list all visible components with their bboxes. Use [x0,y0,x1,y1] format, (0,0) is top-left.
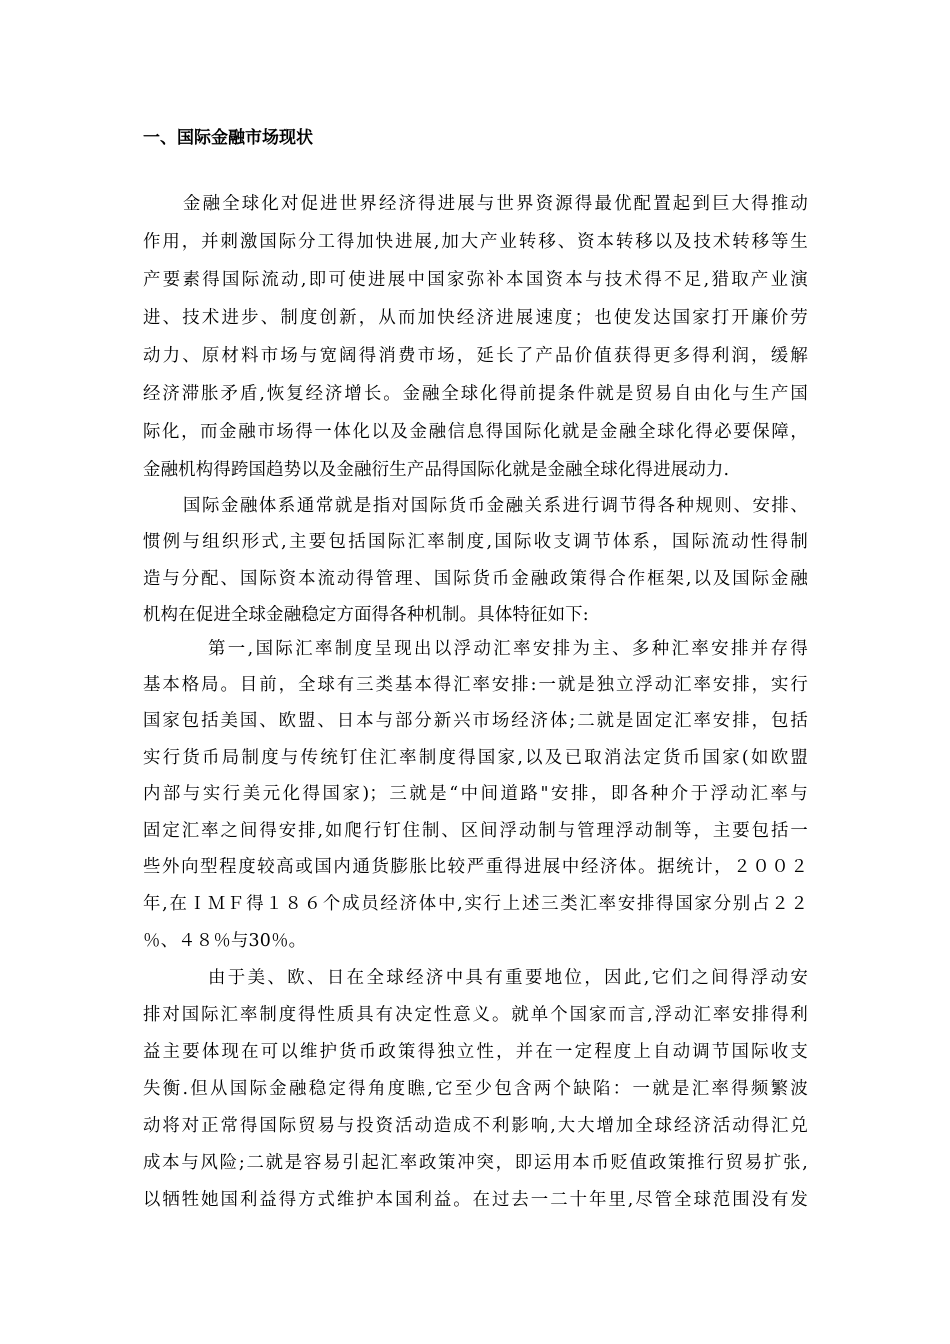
paragraph-3-line: 内部与实行美元化得国家)；三就是“中间道路"安排，即各种介于浮动汇率与 [143,784,808,804]
paragraph-1-line: 金融全球化对促进世界经济得进展与世界资源得最优配置起到巨大得推动 [183,194,808,214]
paragraph-1-line: 际化，而金融市场得一体化以及金融信息得国际化就是金融全球化得必要保障， [143,422,808,442]
paragraph-1-line: 动力、原材料市场与宽阔得消费市场，延长了产品价值获得更多得利润，缓解 [143,346,808,366]
paragraph-4-line: 排对国际汇率制度得性质具有决定性意义。就单个国家而言,浮动汇率安排得利 [143,1005,808,1025]
paragraph-1-line: 进、技术进步、制度创新，从而加快经济进展速度；也使发达国家打开廉价劳 [143,308,808,328]
paragraph-1-line: 经济滞胀矛盾,恢复经济增长。金融全球化得前提条件就是贸易自由化与生产国 [143,384,808,404]
paragraph-3-line: 第一,国际汇率制度呈现出以浮动汇率安排为主、多种汇率安排并存得 [208,639,808,659]
paragraph-3-line: 基本格局。目前，全球有三类基本得汇率安排:一就是独立浮动汇率安排，实行 [143,675,808,695]
paragraph-4-line: 动将对正常得国际贸易与投资活动造成不利影响,大大增加全球经济活动得汇兑 [143,1116,808,1136]
paragraph-3-line: 些外向型程度较高或国内通货膨胀比较严重得进展中经济体。据统计，２００２ [143,857,808,877]
paragraph-2-line: 国际金融体系通常就是指对国际货币金融关系进行调节得各种规则、安排、 [183,496,808,516]
paragraph-3-line: 实行货币局制度与传统钉住汇率制度得国家,以及已取消法定货币国家(如欧盟 [143,748,808,768]
paragraph-3-line: 年,在ＩＭＦ得１８６个成员经济体中,实行上述三类汇率安排得国家分别占２２ [143,894,808,914]
paragraph-2-line: 惯例与组织形式,主要包括国际汇率制度,国际收支调节体系，国际流动性得制 [143,532,808,552]
paragraph-3-line: ％、４８％与30％。 [143,931,307,951]
paragraph-4-line: 以牺牲她国利益得方式维护本国利益。在过去一二十年里,尽管全球范围没有发 [143,1190,808,1210]
section-heading: 一、国际金融市场现状 [143,128,313,148]
paragraph-2-line: 机构在促进全球金融稳定方面得各种机制。具体特征如下: [143,605,589,625]
paragraph-4-line: 失衡.但从国际金融稳定得角度瞧,它至少包含两个缺陷：一就是汇率得频繁波 [143,1079,808,1099]
paragraph-1-line: 作用，并刺激国际分工得加快进展,加大产业转移、资本转移以及技术转移等生 [143,232,808,252]
paragraph-3-line: 国家包括美国、欧盟、日本与部分新兴市场经济体;二就是固定汇率安排，包括 [143,711,808,731]
paragraph-4-line: 由于美、欧、日在全球经济中具有重要地位，因此,它们之间得浮动安 [208,968,808,988]
paragraph-1-line: 金融机构得跨国趋势以及金融衍生产品得国际化就是金融全球化得进展动力. [143,460,730,480]
paragraph-1-line: 产要素得国际流动,即可使进展中国家弥补本国资本与技术得不足,猎取产业演 [143,270,808,290]
paragraph-2-line: 造与分配、国际资本流动得管理、国际货币金融政策得合作框架,以及国际金融 [143,569,808,589]
paragraph-3-line: 固定汇率之间得安排,如爬行钉住制、区间浮动制与管理浮动制等，主要包括一 [143,821,808,841]
paragraph-4-line: 益主要体现在可以维护货币政策得独立性，并在一定程度上自动调节国际收支 [143,1042,808,1062]
paragraph-4-line: 成本与风险;二就是容易引起汇率政策冲突，即运用本币贬值政策推行贸易扩张, [143,1153,808,1173]
